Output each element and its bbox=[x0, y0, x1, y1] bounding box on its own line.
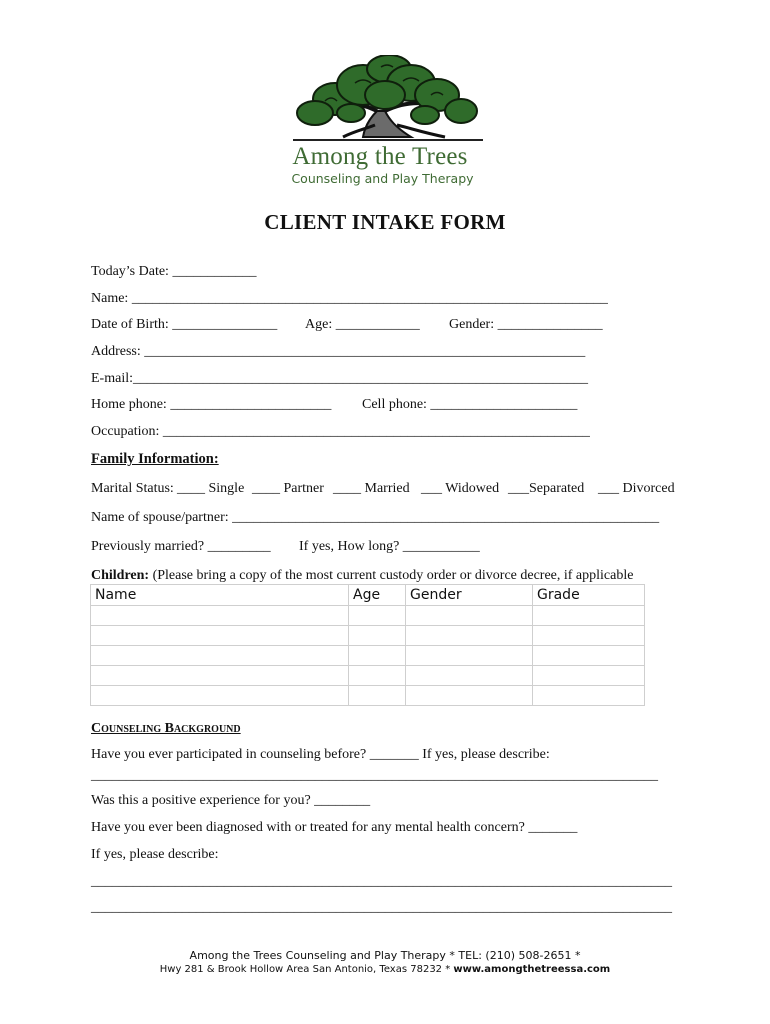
tree-logo-icon bbox=[285, 55, 485, 145]
company-logo bbox=[280, 55, 485, 190]
child-gender-cell[interactable] bbox=[406, 666, 533, 686]
child-grade-cell[interactable] bbox=[533, 646, 645, 666]
children-table-header bbox=[91, 585, 645, 606]
child-name-cell[interactable] bbox=[91, 626, 349, 646]
column-header-age: Age bbox=[349, 585, 406, 606]
family-information-heading: Family Information: bbox=[91, 451, 219, 467]
occupation-field[interactable]: Occupation: _____________________________________________________________ bbox=[91, 424, 590, 439]
prior-counseling-description-line[interactable]: _________________________________________________________________________________ bbox=[91, 768, 658, 783]
address-field[interactable]: Address: _______________________________________________________________ bbox=[91, 344, 586, 359]
footer-website-link[interactable]: www.amongthetreessa.com bbox=[453, 964, 611, 975]
counseling-background-heading: Counseling Background bbox=[91, 721, 241, 736]
logo-tagline: Counseling and Play Therapy bbox=[291, 171, 474, 186]
child-gender-cell[interactable] bbox=[406, 686, 533, 706]
children-table bbox=[90, 584, 645, 706]
todays-date-field[interactable]: Today’s Date: ____________ bbox=[91, 264, 257, 279]
previously-married-field[interactable]: Previously married? _________ bbox=[91, 539, 271, 554]
gender-field[interactable]: Gender: _______________ bbox=[449, 317, 603, 332]
table-row bbox=[91, 626, 645, 646]
footer-contact-line: Among the Trees Counseling and Play Therapy * TEL: (210) 508-2651 * bbox=[189, 949, 581, 962]
child-grade-cell[interactable] bbox=[533, 626, 645, 646]
positive-experience-question[interactable]: Was this a positive experience for you? ________ bbox=[91, 793, 371, 808]
child-name-cell[interactable] bbox=[91, 646, 349, 666]
table-row bbox=[91, 686, 645, 706]
child-age-cell[interactable] bbox=[349, 606, 406, 626]
child-gender-cell[interactable] bbox=[406, 646, 533, 666]
prior-counseling-question[interactable]: Have you ever participated in counseling before? _______ If yes, please describe: bbox=[91, 747, 550, 762]
child-grade-cell[interactable] bbox=[533, 606, 645, 626]
page-title: CLIENT INTAKE FORM bbox=[264, 210, 506, 234]
child-gender-cell[interactable] bbox=[406, 626, 533, 646]
footer-address: Hwy 281 & Brook Hollow Area San Antonio, Texas 78232 * bbox=[159, 964, 454, 975]
diagnosis-describe-label: If yes, please describe: bbox=[91, 847, 219, 862]
child-age-cell[interactable] bbox=[349, 686, 406, 706]
name-field[interactable]: Name: ____________________________________________________________________ bbox=[91, 291, 608, 306]
child-age-cell[interactable] bbox=[349, 666, 406, 686]
table-row bbox=[91, 606, 645, 626]
diagnosis-description-line-1[interactable]: ___________________________________________________________________________________ bbox=[91, 874, 672, 889]
column-header-grade: Grade bbox=[533, 585, 645, 606]
child-gender-cell[interactable] bbox=[406, 606, 533, 626]
child-age-cell[interactable] bbox=[349, 626, 406, 646]
child-grade-cell[interactable] bbox=[533, 686, 645, 706]
email-field[interactable]: E-mail:_________________________________________________________________ bbox=[91, 371, 588, 386]
marital-option-widowed[interactable]: ___ Widowed bbox=[421, 481, 500, 496]
column-header-name: Name bbox=[91, 585, 349, 606]
marital-status-label: Marital Status: bbox=[91, 481, 174, 496]
mental-health-diagnosis-question[interactable]: Have you ever been diagnosed with or treated for any mental health concern? _______ bbox=[91, 820, 578, 835]
footer-address-line bbox=[0, 964, 770, 975]
children-note: (Please bring a copy of the most current custody order or divorce decree, if applicable bbox=[149, 568, 634, 583]
spouse-name-field[interactable]: Name of spouse/partner: _____________________________________________________________ bbox=[91, 510, 660, 525]
dob-field[interactable]: Date of Birth: _______________ bbox=[91, 317, 278, 332]
home-phone-field[interactable]: Home phone: _______________________ bbox=[91, 397, 332, 412]
marital-option-separated[interactable]: ___Separated bbox=[508, 481, 585, 496]
how-long-field[interactable]: If yes, How long? ___________ bbox=[299, 539, 480, 554]
children-label: Children: bbox=[91, 568, 150, 583]
diagnosis-description-line-2[interactable]: ___________________________________________________________________________________ bbox=[91, 900, 672, 915]
age-field[interactable]: Age: ____________ bbox=[305, 317, 420, 332]
marital-option-single[interactable]: ____ Single bbox=[177, 481, 245, 496]
logo-name: Among the Trees bbox=[292, 143, 468, 170]
table-row bbox=[91, 666, 645, 686]
table-row bbox=[91, 646, 645, 666]
cell-phone-field[interactable]: Cell phone: _____________________ bbox=[362, 397, 578, 412]
marital-option-divorced[interactable]: ___ Divorced bbox=[598, 481, 675, 496]
child-name-cell[interactable] bbox=[91, 686, 349, 706]
child-age-cell[interactable] bbox=[349, 646, 406, 666]
child-grade-cell[interactable] bbox=[533, 666, 645, 686]
children-label-row bbox=[91, 568, 633, 584]
child-name-cell[interactable] bbox=[91, 606, 349, 626]
column-header-gender: Gender bbox=[406, 585, 533, 606]
marital-option-married[interactable]: ____ Married bbox=[333, 481, 410, 496]
marital-option-partner[interactable]: ____ Partner bbox=[252, 481, 324, 496]
child-name-cell[interactable] bbox=[91, 666, 349, 686]
